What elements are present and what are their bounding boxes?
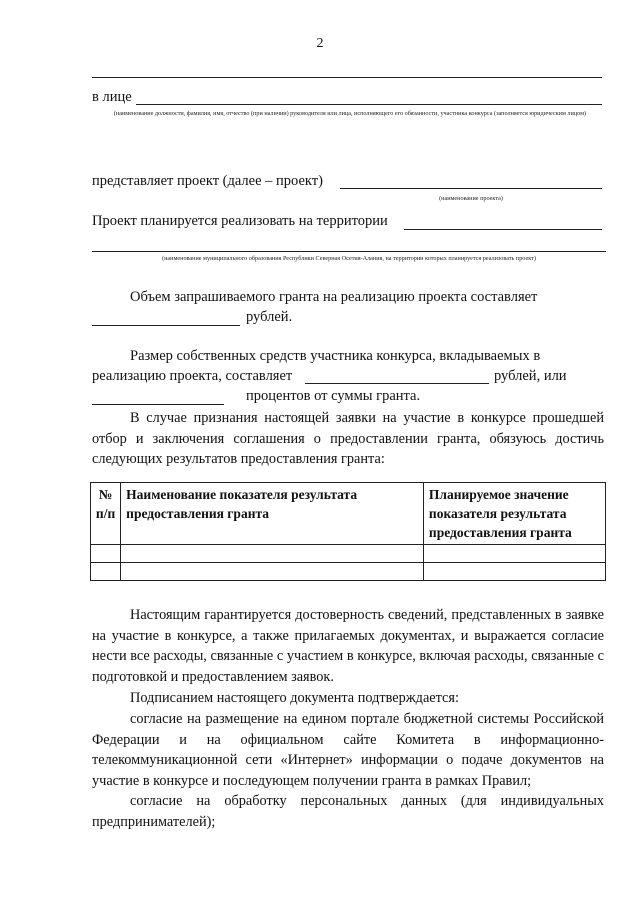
applicant-fill-line[interactable] — [136, 104, 602, 105]
own-funds-percent-text: процентов от суммы гранта. — [246, 388, 421, 404]
territory-label: Проект планируется реализовать на территории — [92, 213, 388, 229]
table-cell[interactable] — [423, 563, 605, 581]
project-fill-line[interactable] — [340, 188, 602, 189]
territory-fill-line[interactable] — [404, 229, 602, 230]
own-funds-unit: рублей, или — [494, 368, 567, 384]
grant-amount-text: Объем запрашиваемого гранта на реализацию проекта составляет — [130, 289, 538, 305]
table-cell[interactable] — [121, 563, 424, 581]
applicant-note: (наименование должности, фамилия, имя, отчество (при наличии) руководителя или лица, исполняющего его обязанности, участника конкурса (заполняется юридическим лицом) — [113, 110, 587, 117]
grant-amount-unit: рублей. — [246, 309, 293, 325]
header-number: № п/п — [91, 483, 121, 545]
top-fill-line — [92, 77, 602, 78]
header-planned-value: Планируемое значение показателя результата предоставления гранта — [423, 483, 605, 545]
table-cell[interactable] — [423, 545, 605, 563]
own-funds-text-1: Размер собственных средств участника конкурса, вкладываемых в — [130, 348, 541, 364]
table-header-row — [91, 483, 606, 545]
applicant-label: в лице — [92, 89, 132, 105]
project-note: (наименование проекта) — [439, 195, 503, 202]
table-cell[interactable] — [121, 545, 424, 563]
grant-amount-fill-line[interactable] — [92, 325, 240, 326]
consent-publication-paragraph: согласие на размещение на едином портале бюджетной системы Российской Федерации и на официальном сайте Комитета в информационно-телекоммуникационной сети «Интернет» информации о подаче документов на участие в конкурсе и последующем получении гранта в рамках Правил; — [92, 711, 604, 789]
page-number: 2 — [316, 36, 324, 51]
results-table — [90, 482, 606, 581]
table-row — [91, 563, 606, 581]
table-row — [91, 545, 606, 563]
table-cell[interactable] — [91, 563, 121, 581]
own-funds-text-2: реализацию проекта, составляет — [92, 368, 293, 384]
territory-fill-line-2[interactable] — [92, 251, 606, 252]
guarantee-paragraph: Настоящим гарантируется достоверность сведений, представленных в заявке на участие в конкурсе, а также прилагаемых документах, и выражается согласие нести все расходы, связанные с участием в конкурсе, включая расходы, связанные с подготовкой и предоставлением заявок. — [92, 607, 604, 685]
own-funds-fill-line[interactable] — [305, 383, 489, 384]
own-funds-percent-fill-line[interactable] — [92, 404, 224, 405]
header-indicator-name: Наименование показателя результата предоставления гранта — [121, 483, 424, 545]
territory-note: (наименование муниципального образования Республики Северная Осетия-Алания, на территории которых планируется реализовать проект) — [162, 255, 536, 262]
project-label: представляет проект (далее – проект) — [92, 173, 323, 189]
signature-confirmation-paragraph: Подписанием настоящего документа подтверждается: — [130, 690, 459, 706]
table-cell[interactable] — [91, 545, 121, 563]
consent-personal-data-paragraph: согласие на обработку персональных данных (для индивидуальных предпринимателей); — [92, 793, 604, 830]
commitment-paragraph: В случае признания настоящей заявки на участие в конкурсе прошедшей отбор и заключения соглашения о предоставлении гранта, обязуюсь достичь следующих результатов предоставления гранта: — [92, 410, 604, 468]
